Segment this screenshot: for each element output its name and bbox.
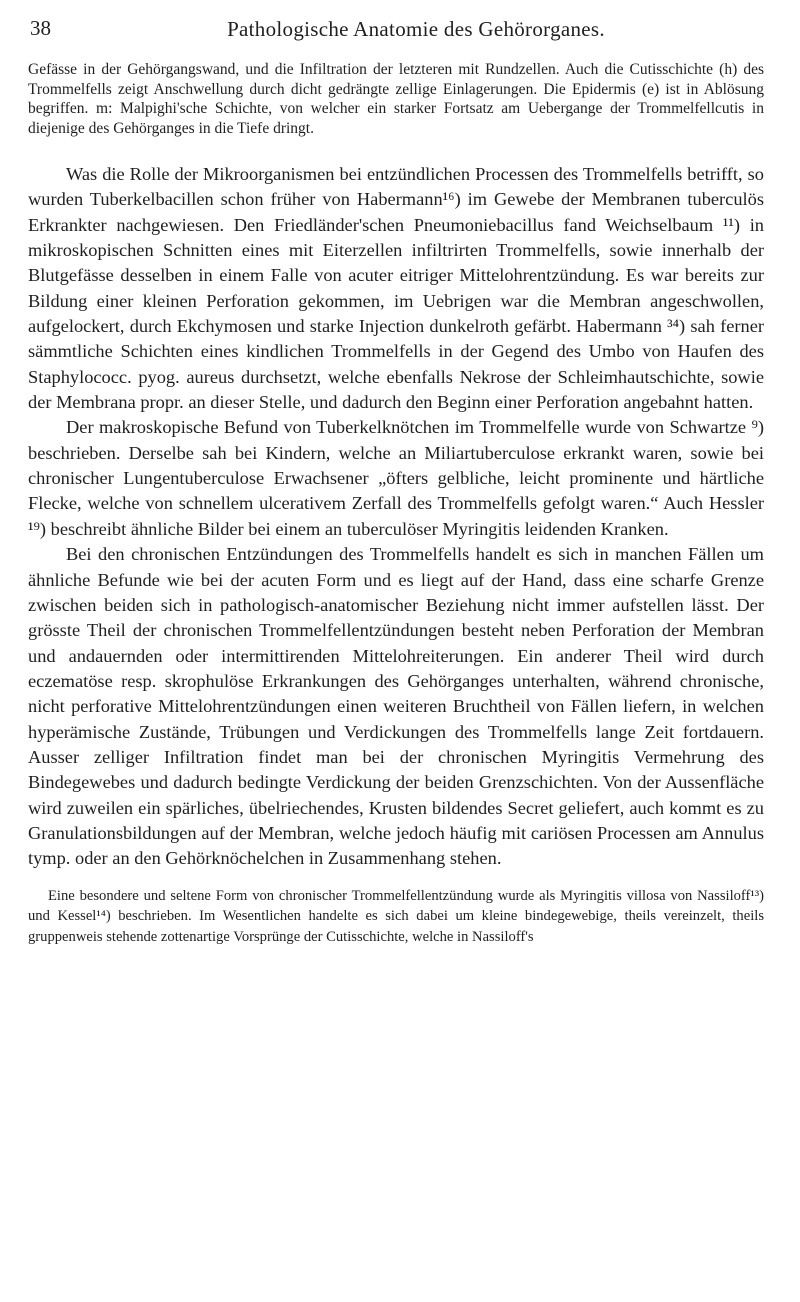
paragraph-chronic-inflammation: Bei den chronischen Entzündungen des Trommelfells handelt es sich in manchen Fällen um ähnliche Befunde wie bei der acuten Form und es liegt auf der Hand, dass eine scharfe Grenze zwischen beiden sich in pathologisch-anatomischer Beziehung nicht immer aufstellen lässt. Der grösste Theil der chronischen Trommelfellentzündungen besteht neben Perforation der Membran und andauernden oder intermittirenden Mittelohreiterungen. Ein anderer Theil wird durch eczematöse resp. skrophulöse Erkrankungen des Gehörganges unterhalten, während chronische, nicht perforative Mittelohrentzündungen einen weiteren Bruchtheil von Fällen liefern, in welchen hyperämische Zustände, Trübungen und Verdickungen des Trommelfells lange Zeit fortdauern. Ausser zelliger Infiltration findet man bei der chronischen Myringitis Vermehrung des Bindegewebes und dadurch bedingte Verdickung der beiden Grenzschichten. Von der Aussenfläche wird zuweilen ein spärliches, übelriechendes, Krusten bildendes Secret geliefert, auch kommt es zu Granulationsbildungen auf der Membran, welche jedoch häufig mit cariösen Processen am Annulus tymp. oder an den Gehörknöchelchen in Zusammenhang stehen.	[28, 544, 764, 869]
page-header	[28, 0, 764, 60]
running-title: Pathologische Anatomie des Gehörorganes.	[227, 17, 605, 41]
paragraph-microorganisms: Was die Rolle der Mikroorganismen bei entzündlichen Processen des Trommelfells betrifft, so wurden Tuberkelbacillen schon früher von Habermann¹⁶) im Gewebe der Membranen tuberculös Erkrankter nachgewiesen. Den Friedländer'schen Pneumoniebacillus fand Weichselbaum ¹¹) in mikroskopischen Schnitten eines mit Eiterzellen infiltrirten Trommelfells, sowie innerhalb der Blutgefässe desselben in einem Falle von acuter eitriger Mittelohrentzündung. Es war bereits zur Bildung einer kleinen Perforation gekommen, im Uebrigen war die Membran angeschwollen, aufgelockert, durch Ekchymosen und starke Injection dunkelroth gefärbt. Habermann ³⁴) sah ferner sämmtliche Schichten eines kindlichen Trommelfells in der Gegend des Umbo von Haufen des Staphylococc. pyog. aureus durchsetzt, welche ebenfalls Nekrose der Schleimhautschichte, sowie der Membrana propr. an dieser Stelle, und dadurch den Beginn einer Perforation angebahnt hatten.	[28, 164, 764, 413]
paragraph-tubercles: Der makroskopische Befund von Tuberkelknötchen im Trommelfelle wurde von Schwartze ⁹) beschrieben. Derselbe sah bei Kindern, welche an Miliartuberculose erkrankt waren, sowie bei chronischer Lungentuberculose Erwachsener „öfters gelbliche, leicht prominente und härtliche Flecke, welche von schnellem ulcerativem Zerfall des Trommelfells gefolgt waren.“ Auch Hessler ¹⁹) beschreibt ähnliche Bilder bei einem an tuberculöser Myringitis leidenden Kranken.	[28, 417, 764, 539]
figure-caption-continuation: Gefässe in der Gehörgangswand, und die Infiltration der letzteren mit Rundzellen. Auch die Cutisschichte (h) des Trommelfells zeigt Anschwellung durch dicht gedrängte zellige Einlagerungen. Die Epidermis (e) ist in Ablösung begriffen. m: Malpighi'sche Schichte, von welcher ein starker Fortsatz am Uebergange der Trommelfellcutis in diejenige des Gehörganges in die Tiefe dringt.	[28, 61, 764, 137]
small-print-paragraph: Eine besondere und seltene Form von chronischer Trommelfellentzündung wurde als Myringitis villosa von Nassiloff¹³) und Kessel¹⁴) beschrieben. Im Wesentlichen handelte es sich dabei um kleine bindegewebige, theils vereinzelt, theils gruppenweis stehende zottenartige Vorsprünge der Cutisschichte, welche in Nassiloff's	[28, 887, 764, 945]
page-number: 38	[30, 16, 51, 40]
